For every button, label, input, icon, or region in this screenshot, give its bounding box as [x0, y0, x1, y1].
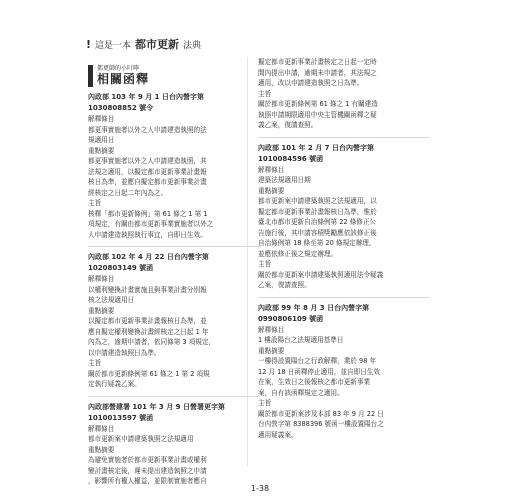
page-number: 1-38: [250, 484, 270, 493]
ruling-text-line: 在案，生效日之後報核之都市更新事業: [258, 378, 371, 386]
column-divider: [247, 57, 248, 467]
ruling-entry: [258, 57, 430, 131]
ruling-text-line: 內為之，逾期申請者，依同條第 3 項規定，: [88, 338, 216, 346]
ruling-entry: [258, 143, 430, 291]
ruling-text-line: 解釋條目: [88, 275, 115, 283]
ruling-text-line: 項規定，有關由都市更新事業實施者以外之: [88, 220, 214, 228]
ruling-text-line: 適用，改以申請建造執照之日為準。: [258, 79, 364, 87]
ruling-text-line: 案，自有該函釋規定之適用。: [258, 388, 344, 397]
ruling-text-line: 解釋條目: [88, 424, 115, 433]
ruling-reference: 0990806109 號函: [258, 314, 324, 323]
header-mark: !: [86, 38, 92, 51]
ruling-text-line: 法規之適用，以擬定都市更新事業計畫報: [88, 167, 207, 176]
ruling-text-line: 告施行後，其申請容積獎勵應依該修正後: [258, 228, 377, 237]
ruling-text-line: 1 樓設陽台之法規適用基準日: [258, 336, 344, 344]
ruling-text-line: 重點摘要: [88, 445, 115, 454]
ruling-text-line: 都市更新案申請建築執照之法規適用: [88, 435, 194, 443]
header-title: 都市更新: [135, 38, 180, 51]
left-column: [88, 92, 260, 493]
ruling-text-line: 關於都市更新條例第 61 條之 1 第 2 項規: [88, 369, 210, 378]
ruling-text-line: 都更事實施者以外之人申請建造執照的法: [88, 125, 207, 134]
ruling-text-line: 核釋「都市更新條例」第 61 條之 1 第 1: [88, 209, 208, 218]
ruling-entry: [258, 303, 430, 441]
tag-big-label: 相關函釋: [97, 72, 150, 86]
ruling-text-line: ，影響所有權人權益，並限制實施者應自: [88, 477, 207, 485]
ruling-reference: 內政部 101 年 2 月 7 日台內營字第: [258, 143, 374, 152]
ruling-text-line: 重點摘要: [88, 306, 115, 315]
ruling-text-line: 定執行疑義乙案。: [88, 380, 141, 388]
ruling-text-line: 都市更新案申請建築執照之法規適用，以: [258, 197, 377, 205]
ruling-text-line: 以權利變換計畫實施且與事業計畫分別報: [88, 285, 207, 294]
header-prefix: 這是一本: [95, 41, 132, 51]
ruling-entry: [88, 402, 260, 487]
ruling-text-line: 適用疑義案。: [258, 430, 298, 439]
right-column: [258, 57, 430, 446]
ruling-text-line: 主旨: [258, 89, 272, 98]
page-header: [86, 36, 201, 52]
ruling-text-line: 重點摘要: [258, 186, 285, 195]
ruling-text-line: 人申請建造執照執行事宜，自即日生效。: [88, 230, 207, 239]
ruling-text-line: 並應依修正後之規定辦理。: [258, 249, 338, 258]
ruling-text-line: 都更事實施者以外之人申請建造執照，其: [88, 157, 207, 165]
ruling-text-line: 擬定都市更新事業計畫報核日為準，惟於: [258, 207, 377, 216]
ruling-text-line: 解釋條目: [258, 325, 285, 334]
ruling-text-line: 建築法規適用日期: [258, 176, 311, 184]
ruling-text-line: 台內營字第 8388396 號函一樓設置陽台之: [258, 420, 384, 428]
ruling-text-line: 主旨: [88, 199, 102, 207]
ruling-text-line: 間內提出申請，逾期未申請者，其法規之: [258, 68, 377, 77]
ruling-reference: 內政部 102 年 4 月 22 日台內營字第: [88, 253, 209, 261]
ruling-reference: 內政部 99 年 8 月 3 日台內營字第: [258, 303, 370, 312]
ruling-text-line: 主旨: [88, 359, 102, 367]
ruling-text-line: 關於都市更新案涉及本部 83 年 9 月 22 日: [258, 409, 384, 418]
ruling-reference: 1030808852 號令: [88, 104, 154, 112]
ruling-entry: [88, 92, 260, 240]
tag-bar: [88, 65, 93, 87]
ruling-reference: 內政部 103 年 9 月 1 日台內營字第: [88, 93, 204, 101]
ruling-text-line: 主旨: [258, 399, 272, 407]
tag-small-label: 都更師的小叮嚀: [97, 65, 140, 72]
ruling-text-line: 經核定之日起二年內為之。: [88, 188, 168, 197]
ruling-text-line: 核日為準，並應自擬定都市更新事業計畫: [88, 178, 207, 186]
entry-separator: [258, 297, 430, 298]
ruling-text-line: 以申請建造執照日為準。: [88, 348, 161, 357]
ruling-text-line: 為避免實施者於都市更新事業計畫或權利: [88, 456, 207, 464]
entry-separator: [88, 246, 260, 247]
ruling-text-line: 變計畫核定後，遲未提出建造執照之申請: [88, 466, 207, 475]
ruling-text-line: 執照申請期限適用中央主管機關函釋之疑: [258, 110, 377, 119]
ruling-text-line: 乙案，復請查照。: [258, 281, 311, 289]
ruling-text-line: 核之法規適用日: [88, 296, 135, 304]
ruling-text-line: 主旨: [258, 260, 272, 268]
ruling-text-line: 關於都市更新案申請建築執照適用法令疑義: [258, 270, 384, 279]
ruling-text-line: 解釋條目: [88, 115, 115, 123]
ruling-reference: 內政部營建署 101 年 3 月 9 日營署更字第: [88, 402, 225, 411]
ruling-text-line: 義乙案，復請查照。: [258, 121, 318, 129]
ruling-text-line: 擬定都市更新事業計畫核定之日起一定時: [258, 58, 377, 66]
ruling-entry: [88, 252, 260, 390]
ruling-text-line: 一樓得設置陽台之行政解釋，業於 98 年: [258, 357, 377, 365]
ruling-text-line: 重點摘要: [88, 146, 115, 155]
ruling-text-line: 重點摘要: [258, 346, 285, 355]
ruling-text-line: 自治條例第 18 條至第 20 條規定辦理，: [258, 239, 376, 247]
ruling-reference: 1020803149 號函: [88, 264, 154, 272]
ruling-text-line: 臺北市都市更新自治條例第 22 條修正公: [258, 218, 377, 226]
ruling-text-line: 應自擬定權利變換計畫經核定之日起 1 年: [88, 327, 209, 336]
ruling-text-line: 解釋條目: [258, 165, 285, 174]
header-suffix: 法典: [183, 41, 202, 51]
entry-separator: [258, 137, 430, 138]
ruling-text-line: 12 月 18 日函釋停止適用，並自即日生效: [258, 367, 380, 376]
ruling-text-line: 以擬定都市更新事業計畫報核日為準，並: [88, 317, 207, 325]
ruling-text-line: 關於都市更新條例第 61 條之 1 有關建造: [258, 100, 378, 108]
ruling-reference: 1010084596 號函: [258, 154, 324, 163]
ruling-text-line: 規適用日: [88, 136, 115, 144]
ruling-reference: 1010013597 號函: [88, 413, 154, 422]
entry-separator: [88, 396, 260, 397]
